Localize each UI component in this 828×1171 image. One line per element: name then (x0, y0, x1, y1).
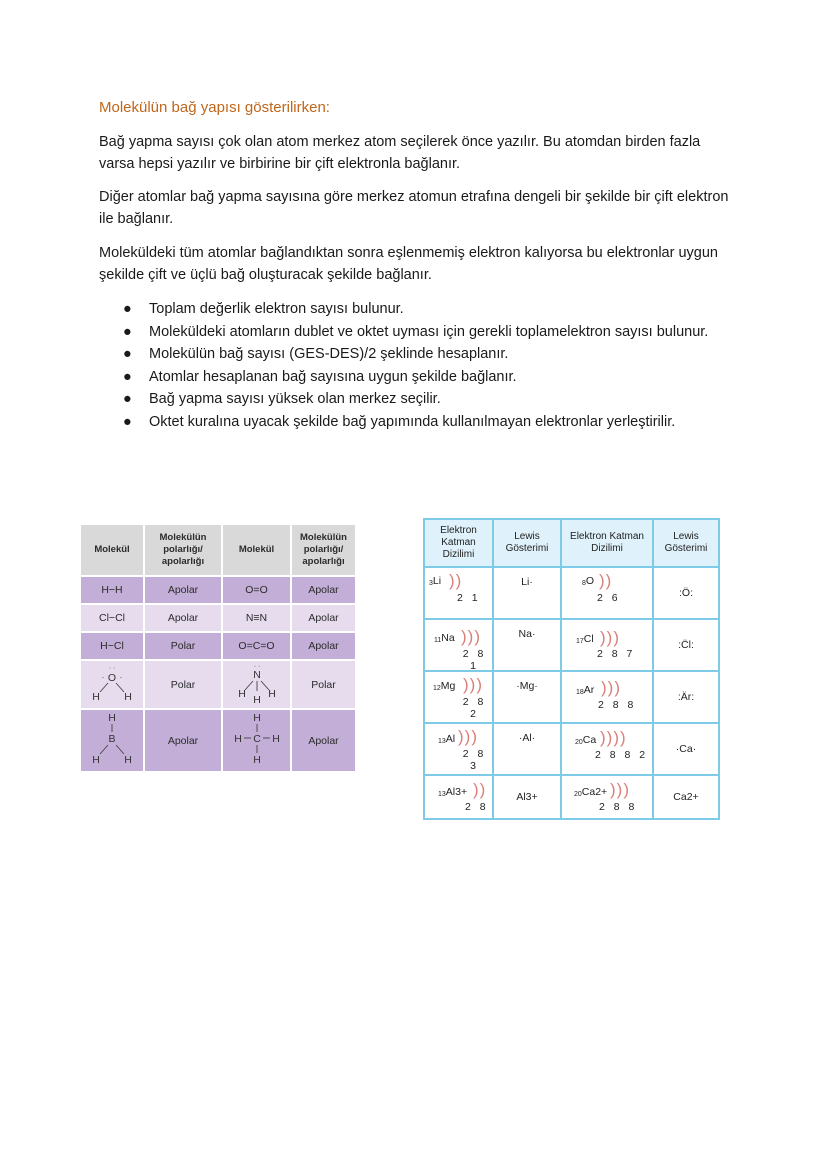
list-item: ● Moleküldeki atomların dublet ve oktet uyması için gerekli toplamelektron sayısı bulunur. (99, 321, 739, 344)
svg-text:H: H (92, 691, 100, 703)
methane-structure (223, 710, 292, 773)
electron-config-cell (424, 775, 493, 819)
shell-arcs: ))) (458, 727, 478, 746)
element-symbol: $_8$O (582, 575, 595, 587)
molecule-cell: N≡N (223, 605, 292, 633)
water-structure-drawing (82, 661, 142, 705)
svg-text:· ·: · · (108, 665, 116, 672)
electron-counts: 2 8 1 (462, 648, 487, 672)
shell-arcs: ))) (600, 628, 620, 647)
svg-text:O: O (107, 672, 117, 684)
electron-counts: 2 8 8 (599, 801, 638, 813)
header-polarity: Molekülün polarlığı/ apolarlığı (145, 525, 223, 577)
lewis-cell: Al3+ (493, 775, 561, 819)
electron-counts: 2 8 3 (462, 748, 487, 772)
electron-counts: 2 6 (597, 592, 621, 604)
lewis-cell: Ca2+ (653, 775, 719, 819)
element-symbol: $_{13}$Al (438, 733, 456, 745)
svg-text:H: H (124, 754, 132, 766)
element-symbol: $_{13}$Al3+ (438, 786, 468, 798)
list-item: ● Bağ yapma sayısı yüksek olan merkez seçilir. (99, 388, 739, 411)
bullet-icon: ● (123, 346, 132, 362)
svg-text:· ·: · · (253, 663, 260, 670)
ammonia-structure (223, 661, 292, 710)
svg-text:·: · (101, 673, 105, 682)
header-lewis: Lewis Gösterimi (653, 519, 719, 567)
polarity-cell: Apolar (145, 577, 223, 605)
shell-arcs: ))) (461, 627, 481, 646)
element-symbol: $_{20}$Ca2+ (574, 786, 608, 798)
table-row (424, 671, 719, 723)
electron-counts: 2 8 (465, 801, 489, 813)
polarity-cell: Polar (145, 661, 223, 710)
element-symbol: $_{20}$Ca (575, 734, 597, 746)
svg-text:N: N (252, 669, 261, 681)
electron-config-cell (561, 723, 653, 775)
borane-structure (81, 710, 145, 773)
electron-table (423, 518, 720, 820)
table-row (81, 661, 357, 710)
table-row (81, 605, 357, 633)
polarity-table (81, 525, 357, 773)
polarity-cell: Apolar (292, 633, 357, 661)
lewis-cell: :Ö: (653, 567, 719, 619)
bullet-icon: ● (123, 323, 132, 340)
lewis-cell: :Är: (653, 671, 719, 723)
shell-arcs: ))) (463, 675, 483, 694)
electron-config-cell (424, 567, 493, 619)
svg-text:H: H (92, 754, 100, 766)
svg-text:H: H (237, 688, 246, 700)
list-item: ● Atomlar hesaplanan bağ sayısına uygun şekilde bağlanır. (99, 366, 739, 389)
svg-text:B: B (108, 733, 116, 745)
electron-counts: 2 8 8 2 (595, 749, 649, 761)
polarity-cell: Polar (292, 661, 357, 710)
svg-text:·: · (119, 673, 123, 682)
svg-text:H: H (267, 688, 276, 700)
header-electron-config: Elektron Katman Dizilimi (561, 519, 653, 567)
table-header-row (81, 525, 357, 577)
molecule-cell: O=O (223, 577, 292, 605)
table-row (424, 567, 719, 619)
table-row (424, 619, 719, 671)
electron-config-cell (561, 775, 653, 819)
shell-arcs: )) (473, 780, 487, 799)
svg-text:H: H (108, 712, 116, 724)
svg-text:H: H (252, 712, 261, 724)
electron-config-cell (424, 671, 493, 723)
water-structure (81, 661, 145, 710)
table-row (81, 710, 357, 773)
shell-arcs: )) (449, 571, 463, 590)
paragraph-2: Diğer atomlar bağ yapma sayısına göre merkez atomun etrafına dengeli bir şekilde bir çift elektron ile bağlanır. (99, 189, 729, 227)
svg-text:C: C (252, 733, 261, 745)
molecule-cell: H−Cl (81, 633, 145, 661)
list-item: ● Toplam değerlik elektron sayısı bulunur. (99, 298, 739, 321)
electron-config-cell (561, 567, 653, 619)
polarity-cell: Apolar (292, 710, 357, 773)
header-polarity: Molekülün polarlığı/ apolarlığı (292, 525, 357, 577)
shell-arcs: )) (599, 571, 613, 590)
shell-arcs: ))) (610, 780, 630, 799)
table-row (81, 633, 357, 661)
svg-text:H: H (271, 733, 280, 745)
section-heading: Molekülün bağ yapısı gösterilirken: (99, 99, 330, 116)
list-item: ● Molekülün bağ sayısı (GES-DES)/2 şeklinde hesaplanır. (99, 343, 739, 366)
lewis-cell: ·Al· (493, 723, 561, 775)
header-molecule: Molekül (223, 525, 292, 577)
lewis-cell: :C̈l: (653, 619, 719, 671)
lewis-cell: ·Ca· (653, 723, 719, 775)
header-molecule: Molekül (81, 525, 145, 577)
element-symbol: $_3$Li (429, 575, 442, 587)
polarity-cell: Polar (145, 633, 223, 661)
electron-config-cell (561, 671, 653, 723)
element-symbol: $_{11}$Na (434, 632, 455, 644)
table-row (81, 577, 357, 605)
electron-counts: 2 8 8 (598, 699, 637, 711)
electron-config-cell (424, 619, 493, 671)
element-symbol: $_{17}$Cl (576, 633, 594, 645)
electron-counts: 2 1 (457, 592, 481, 604)
list-item: ● Oktet kuralına uyacak şekilde bağ yapımında kullanılmayan elektronlar yerleştirilir. (99, 411, 739, 434)
shell-arcs: )))) (600, 728, 627, 747)
svg-text:H: H (252, 694, 261, 705)
header-electron-config: Elektron Katman Dizilimi (424, 519, 493, 567)
lewis-cell: ·Mg· (493, 671, 561, 723)
molecule-cell: O=C=O (223, 633, 292, 661)
element-symbol: $_{18}$Ar (576, 684, 595, 696)
svg-text:H: H (124, 691, 132, 703)
paragraph-1: Bağ yapma sayısı çok olan atom merkez atom seçilerek önce yazılır. Bu atomdan birden fazla varsa hepsi yazılır ve birbirine bir çift elektronla bağlanır. (99, 134, 701, 172)
ammonia-structure-drawing (226, 661, 288, 705)
paragraph-3: Moleküldeki tüm atomlar bağlandıktan sonra eşlenmemiş elektron kalıyorsa bu elektronlar uygun şekilde çift ve üçlü bağ oluşturacak şekilde bağlanır. (99, 245, 718, 283)
molecule-cell: Cl−Cl (81, 605, 145, 633)
bullet-list (99, 298, 739, 433)
table-header-row (424, 519, 719, 567)
electron-counts: 2 8 2 (462, 696, 487, 720)
table-row (424, 723, 719, 775)
shell-arcs: ))) (601, 678, 621, 697)
electron-config-cell (424, 723, 493, 775)
borane-structure-drawing (82, 710, 142, 768)
lewis-cell: Na· (493, 619, 561, 671)
lewis-cell: Li· (493, 567, 561, 619)
header-lewis: Lewis Gösterimi (493, 519, 561, 567)
electron-counts: 2 8 7 (597, 648, 636, 660)
bullet-icon: ● (123, 301, 132, 317)
element-symbol: $_{12}$Mg (433, 680, 456, 692)
methane-structure-drawing (226, 710, 288, 768)
polarity-cell: Apolar (292, 577, 357, 605)
table-row (424, 775, 719, 819)
polarity-cell: Apolar (292, 605, 357, 633)
molecule-cell: H−H (81, 577, 145, 605)
electron-config-cell (561, 619, 653, 671)
bullet-icon: ● (123, 391, 132, 407)
svg-text:H: H (233, 733, 242, 745)
svg-text:H: H (252, 754, 261, 766)
bullet-icon: ● (123, 368, 132, 385)
polarity-cell: Apolar (145, 710, 223, 773)
bullet-icon: ● (123, 413, 132, 430)
polarity-cell: Apolar (145, 605, 223, 633)
